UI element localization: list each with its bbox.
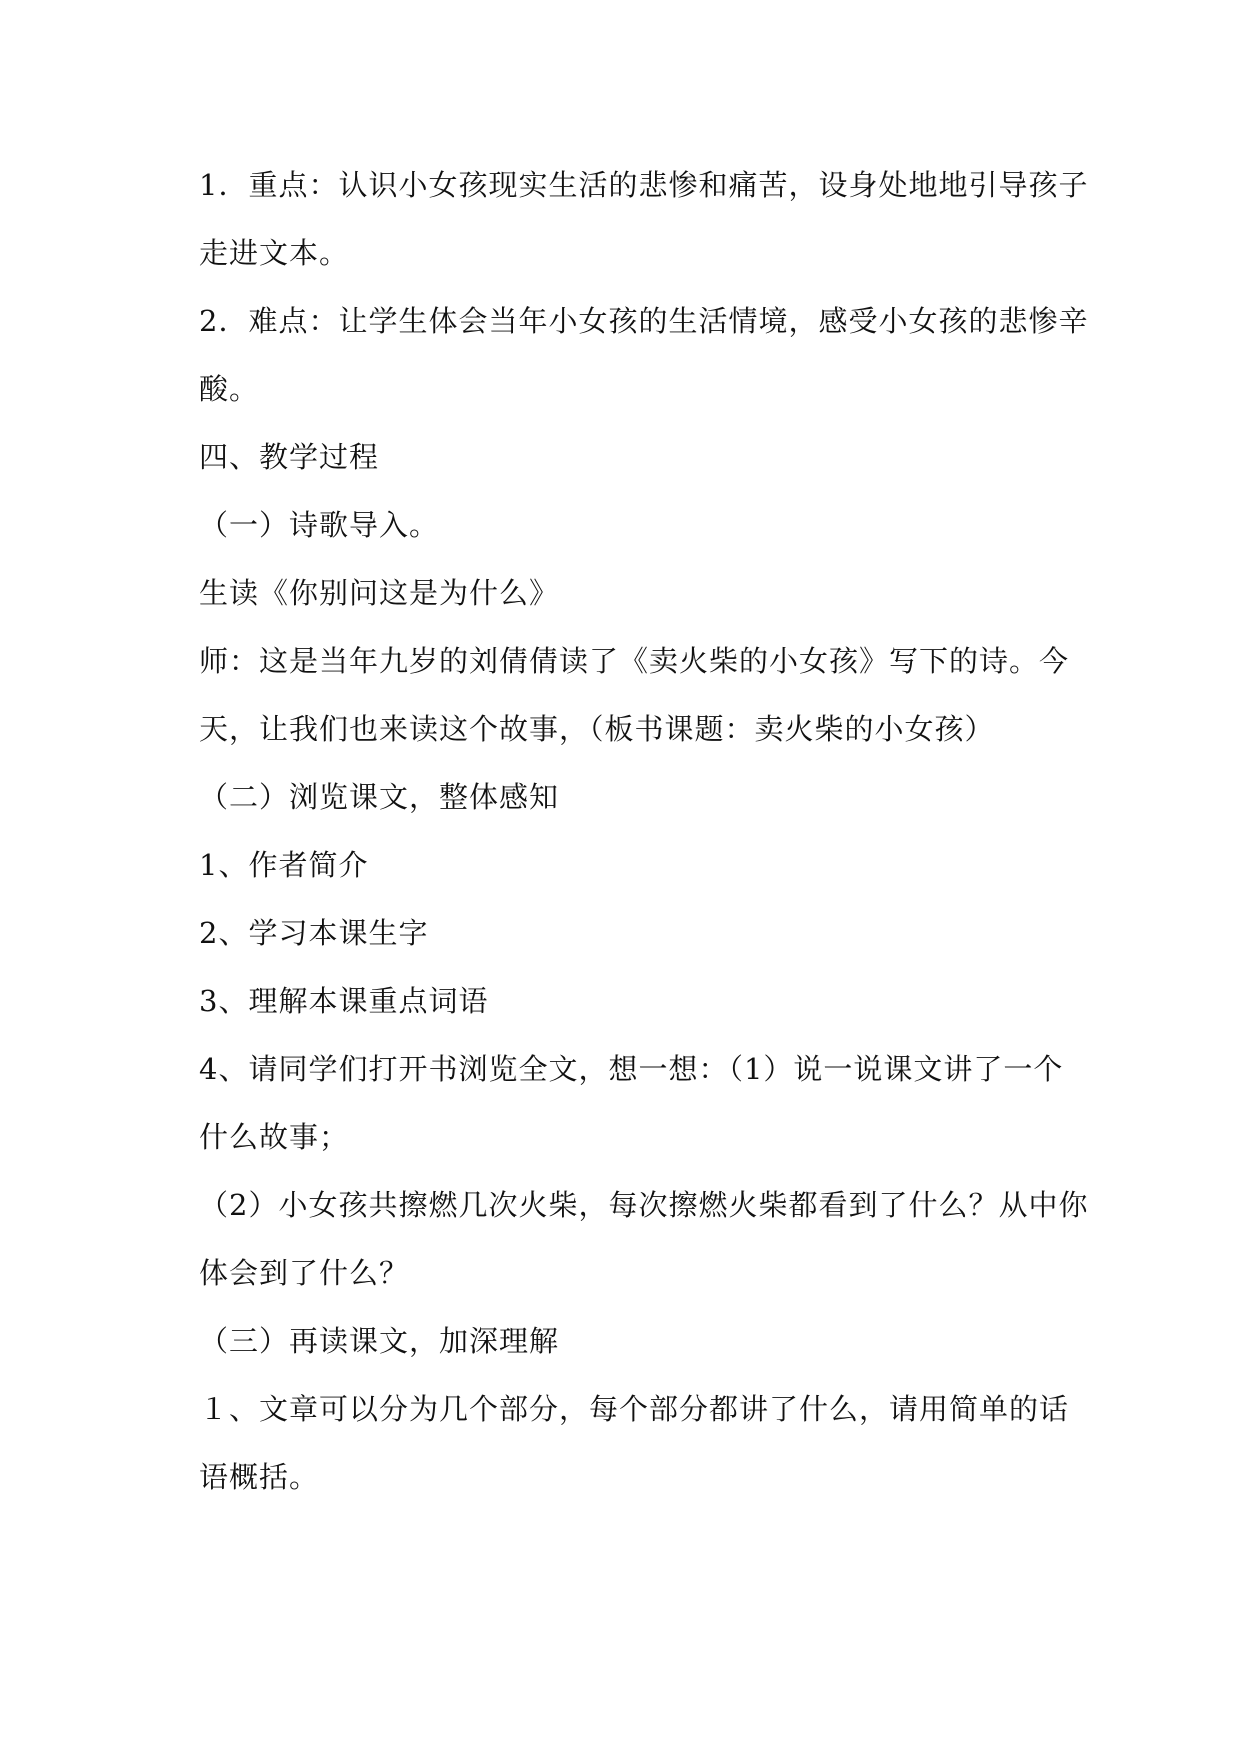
focus-point-line-1: 1．重点：认识小女孩现实生活的悲惨和痛苦，设身处地地引导孩子 (199, 168, 1089, 202)
paragraph-teacher-line-1: 师：这是当年九岁的刘倩倩读了《卖火柴的小女孩》写下的诗。今 (199, 644, 1070, 678)
paragraph-teacher-line-2: 天，让我们也来读这个故事，（板书课题：卖火柴的小女孩） (199, 712, 995, 746)
list-item-new-characters: 2、学习本课生字 (199, 916, 429, 950)
question-matches-line-1: （2）小女孩共擦燃几次火柴，每次擦燃火柴都看到了什么？从中你 (199, 1188, 1089, 1222)
subsection-heading-3: （三）再读课文，加深理解 (199, 1324, 560, 1358)
list-item-key-words: 3、理解本课重点词语 (199, 984, 489, 1018)
question-matches-line-2: 体会到了什么？ (199, 1256, 410, 1290)
list-item-browse-text-line-1: 4、请同学们打开书浏览全文，想一想：（1）说一说课文讲了一个 (199, 1052, 1064, 1086)
list-item-summarize-line-1: １、文章可以分为几个部分，每个部分都讲了什么，请用简单的话 (199, 1392, 1070, 1426)
difficulty-point-line-1: 2．难点：让学生体会当年小女孩的生活情境，感受小女孩的悲惨辛 (199, 304, 1089, 338)
paragraph-student-reads: 生读《你别问这是为什么》 (199, 576, 560, 610)
subsection-heading-1: （一）诗歌导入。 (199, 508, 440, 542)
list-item-author-intro: 1、作者简介 (199, 848, 369, 882)
subsection-heading-2: （二）浏览课文，整体感知 (199, 780, 560, 814)
focus-point-line-2: 走进文本。 (199, 236, 350, 270)
list-item-browse-text-line-2: 什么故事； (199, 1120, 350, 1154)
list-item-summarize-line-2: 语概括。 (199, 1460, 320, 1494)
difficulty-point-line-2: 酸。 (199, 372, 260, 406)
section-heading-teaching-process: 四、教学过程 (199, 440, 380, 474)
